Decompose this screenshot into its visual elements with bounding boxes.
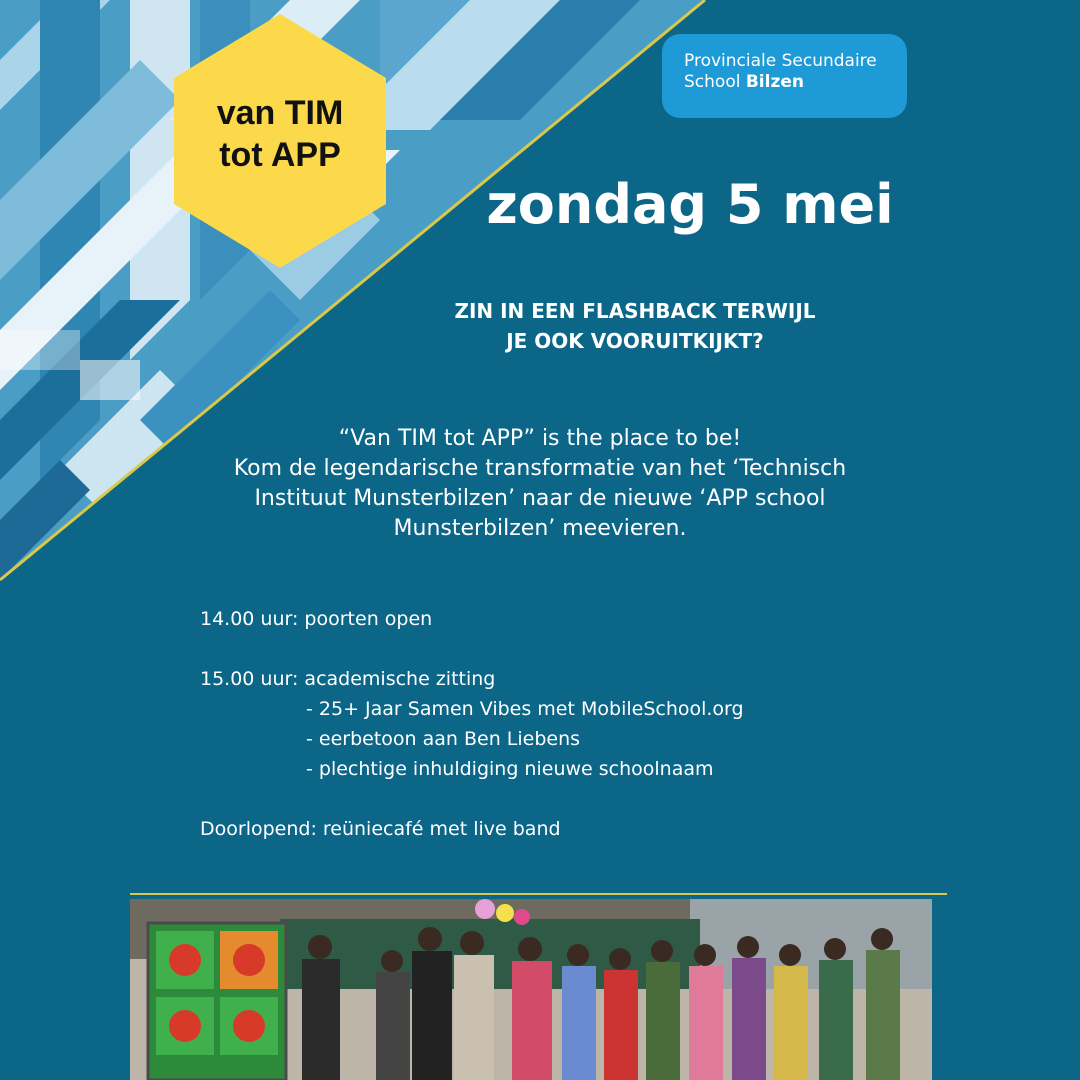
- tagline-line-2: JE OOK VOORUITKIJKT?: [506, 329, 764, 353]
- tagline-line-1: ZIN IN EEN FLASHBACK TERWIJL: [454, 299, 816, 323]
- badge-line-1: van TIM: [216, 94, 344, 132]
- logo-line-1: Provinciale Secundaire: [684, 51, 877, 71]
- intro-text: [160, 424, 920, 544]
- program-item-3: Doorlopend: reüniecafé met live band: [200, 818, 561, 840]
- badge-text: [180, 92, 380, 176]
- event-photo: [130, 899, 932, 1080]
- event-date: zondag 5 mei: [486, 173, 894, 236]
- school-logo: [662, 34, 907, 118]
- logo-bilzen-word: Bilzen: [745, 72, 804, 92]
- intro-line-1: “Van TIM tot APP” is the place to be!: [338, 426, 742, 451]
- tagline-question: [380, 296, 890, 356]
- logo-school-word: School: [684, 72, 741, 92]
- intro-line-2: Kom de legendarische transformatie van het ‘Technisch: [233, 456, 847, 481]
- program-item-1: 14.00 uur: poorten open: [200, 608, 433, 630]
- program-sub-3: - plechtige inhuldiging nieuwe schoolnaam: [306, 758, 714, 780]
- program-item-2: 15.00 uur: academische zitting: [200, 668, 496, 690]
- program-sub-1: - 25+ Jaar Samen Vibes met MobileSchool.org: [306, 698, 744, 720]
- intro-line-3: Instituut Munsterbilzen’ naar de nieuwe ‘APP school: [254, 486, 826, 511]
- badge-line-2: tot APP: [219, 136, 341, 174]
- logo-line-2: [684, 72, 907, 93]
- children-photo-illustration: [130, 899, 932, 1080]
- intro-line-4: Munsterbilzen’ meevieren.: [393, 516, 687, 541]
- divider-line: [130, 893, 947, 895]
- program-schedule: [200, 604, 900, 844]
- program-sub-2: - eerbetoon aan Ben Liebens: [306, 728, 581, 750]
